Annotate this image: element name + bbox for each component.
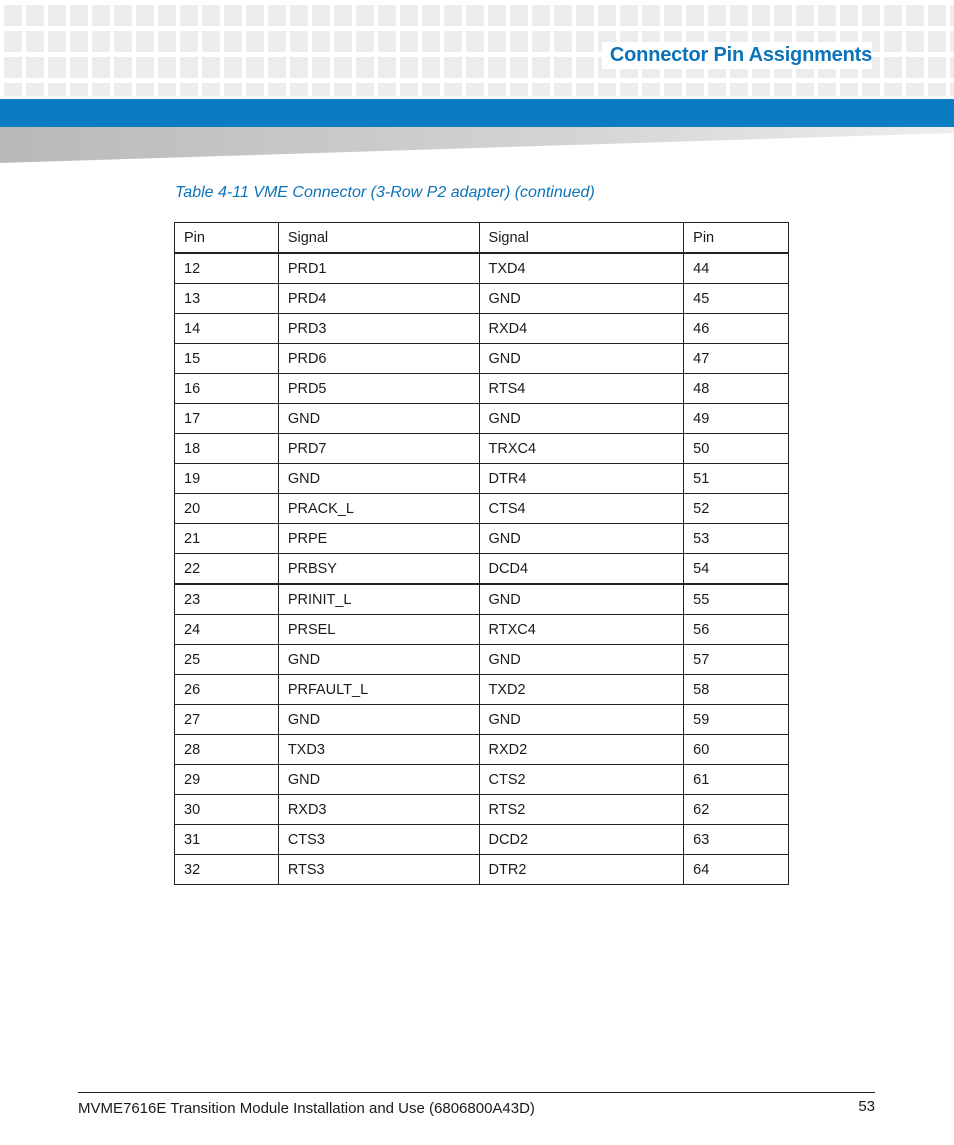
table-cell: GND bbox=[479, 344, 684, 374]
table-cell: RTXC4 bbox=[479, 615, 684, 645]
table-cell: 12 bbox=[175, 253, 279, 284]
table-cell: PRD4 bbox=[278, 284, 479, 314]
table-cell: RTS4 bbox=[479, 374, 684, 404]
table-row bbox=[175, 404, 789, 434]
table-cell: 50 bbox=[684, 434, 789, 464]
header-blue-band bbox=[0, 99, 954, 127]
table-cell: 31 bbox=[175, 825, 279, 855]
header-gray-swoosh bbox=[0, 127, 954, 163]
table-cell: PRBSY bbox=[278, 554, 479, 585]
table-row bbox=[175, 284, 789, 314]
table-cell: 19 bbox=[175, 464, 279, 494]
table-cell: 15 bbox=[175, 344, 279, 374]
table-cell: 44 bbox=[684, 253, 789, 284]
table-cell: 29 bbox=[175, 765, 279, 795]
table-row bbox=[175, 524, 789, 554]
table-cell: TRXC4 bbox=[479, 434, 684, 464]
table-cell: 30 bbox=[175, 795, 279, 825]
table-cell: GND bbox=[479, 404, 684, 434]
table-cell: 59 bbox=[684, 705, 789, 735]
footer-divider bbox=[78, 1092, 875, 1093]
column-header-signal: Signal bbox=[479, 223, 684, 254]
table-row bbox=[175, 705, 789, 735]
table-cell: GND bbox=[479, 524, 684, 554]
footer-page-number: 53 bbox=[858, 1098, 875, 1115]
table-cell: 51 bbox=[684, 464, 789, 494]
table-row bbox=[175, 645, 789, 675]
table-cell: 54 bbox=[684, 554, 789, 585]
pin-assignment-table bbox=[174, 222, 789, 885]
table-cell: 62 bbox=[684, 795, 789, 825]
table-row bbox=[175, 795, 789, 825]
table-cell: 25 bbox=[175, 645, 279, 675]
table-cell: RXD2 bbox=[479, 735, 684, 765]
table-caption: Table 4-11 VME Connector (3-Row P2 adapter) (continued) bbox=[175, 184, 595, 201]
table-cell: TXD2 bbox=[479, 675, 684, 705]
table-cell: 20 bbox=[175, 494, 279, 524]
table-cell: 24 bbox=[175, 615, 279, 645]
table-cell: 61 bbox=[684, 765, 789, 795]
table-cell: GND bbox=[479, 284, 684, 314]
table-cell: TXD4 bbox=[479, 253, 684, 284]
table-cell: 28 bbox=[175, 735, 279, 765]
table-cell: 55 bbox=[684, 584, 789, 615]
table-row bbox=[175, 735, 789, 765]
table-cell: GND bbox=[278, 404, 479, 434]
table-row bbox=[175, 314, 789, 344]
table-cell: 49 bbox=[684, 404, 789, 434]
table-cell: 63 bbox=[684, 825, 789, 855]
table-cell: 57 bbox=[684, 645, 789, 675]
table-cell: 64 bbox=[684, 855, 789, 885]
table-cell: CTS2 bbox=[479, 765, 684, 795]
table-cell: PRSEL bbox=[278, 615, 479, 645]
table-cell: 27 bbox=[175, 705, 279, 735]
table-cell: PRFAULT_L bbox=[278, 675, 479, 705]
table-cell: PRD7 bbox=[278, 434, 479, 464]
table-row bbox=[175, 584, 789, 615]
table-row bbox=[175, 374, 789, 404]
column-header-pin: Pin bbox=[684, 223, 789, 254]
table-cell: GND bbox=[479, 645, 684, 675]
table-row bbox=[175, 825, 789, 855]
table-cell: 53 bbox=[684, 524, 789, 554]
table-cell: GND bbox=[278, 705, 479, 735]
table-cell: 16 bbox=[175, 374, 279, 404]
table-row bbox=[175, 344, 789, 374]
table-cell: DCD2 bbox=[479, 825, 684, 855]
footer-document-title: MVME7616E Transition Module Installation and Use (6806800A43D) bbox=[78, 1100, 535, 1117]
table-cell: PRACK_L bbox=[278, 494, 479, 524]
table-cell: CTS3 bbox=[278, 825, 479, 855]
table-cell: 45 bbox=[684, 284, 789, 314]
column-header-signal: Signal bbox=[278, 223, 479, 254]
table-cell: 26 bbox=[175, 675, 279, 705]
table-cell: 13 bbox=[175, 284, 279, 314]
table-cell: PRD5 bbox=[278, 374, 479, 404]
table-cell: GND bbox=[479, 705, 684, 735]
table-cell: 14 bbox=[175, 314, 279, 344]
column-header-pin: Pin bbox=[175, 223, 279, 254]
table-cell: PRD3 bbox=[278, 314, 479, 344]
table-cell: PRD6 bbox=[278, 344, 479, 374]
table-cell: GND bbox=[278, 645, 479, 675]
table-cell: GND bbox=[278, 464, 479, 494]
table-cell: 22 bbox=[175, 554, 279, 585]
table-cell: GND bbox=[278, 765, 479, 795]
table-cell: 48 bbox=[684, 374, 789, 404]
table-cell: RTS2 bbox=[479, 795, 684, 825]
table-row bbox=[175, 765, 789, 795]
table-cell: PRINIT_L bbox=[278, 584, 479, 615]
section-title: Connector Pin Assignments bbox=[602, 42, 872, 69]
table-row bbox=[175, 253, 789, 284]
table-cell: TXD3 bbox=[278, 735, 479, 765]
table-cell: 60 bbox=[684, 735, 789, 765]
table-cell: 56 bbox=[684, 615, 789, 645]
table-cell: RTS3 bbox=[278, 855, 479, 885]
table-row bbox=[175, 554, 789, 585]
table-cell: RXD4 bbox=[479, 314, 684, 344]
table-row bbox=[175, 675, 789, 705]
table-cell: DTR2 bbox=[479, 855, 684, 885]
table-cell: 17 bbox=[175, 404, 279, 434]
table-row bbox=[175, 434, 789, 464]
table-cell: 52 bbox=[684, 494, 789, 524]
table-header-row bbox=[175, 223, 789, 254]
table-cell: PRPE bbox=[278, 524, 479, 554]
table-row bbox=[175, 464, 789, 494]
table-cell: 47 bbox=[684, 344, 789, 374]
table-row bbox=[175, 615, 789, 645]
table-cell: 21 bbox=[175, 524, 279, 554]
table-cell: 46 bbox=[684, 314, 789, 344]
table-row bbox=[175, 494, 789, 524]
table-cell: 58 bbox=[684, 675, 789, 705]
table-cell: 23 bbox=[175, 584, 279, 615]
table-cell: DTR4 bbox=[479, 464, 684, 494]
table-cell: DCD4 bbox=[479, 554, 684, 585]
table-cell: GND bbox=[479, 584, 684, 615]
table-cell: PRD1 bbox=[278, 253, 479, 284]
table-cell: RXD3 bbox=[278, 795, 479, 825]
table-cell: CTS4 bbox=[479, 494, 684, 524]
table-cell: 32 bbox=[175, 855, 279, 885]
table-row bbox=[175, 855, 789, 885]
table-cell: 18 bbox=[175, 434, 279, 464]
